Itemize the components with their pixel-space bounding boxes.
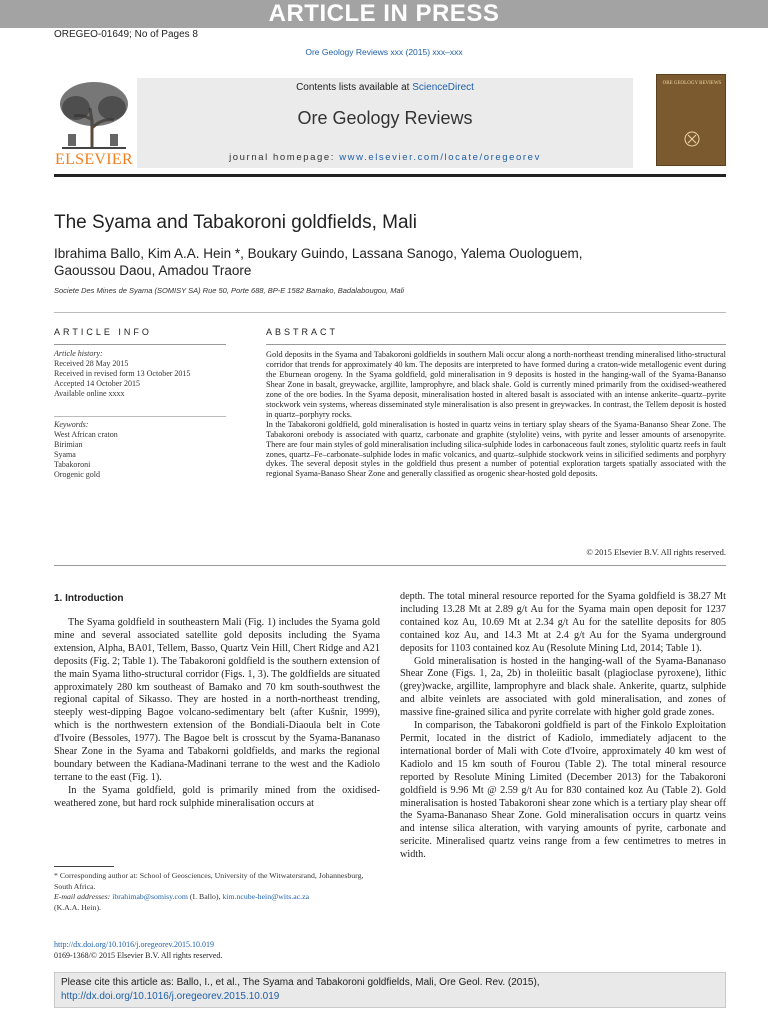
abstract-rule: [266, 344, 726, 345]
issn-line: 0169-1368/© 2015 Elsevier B.V. All rights reserved.: [54, 951, 223, 960]
doi-link[interactable]: http://dx.doi.org/10.1016/j.oregeorev.2015.10.019: [54, 940, 214, 949]
history-item: Received in revised form 13 October 2015: [54, 369, 191, 378]
section-rule: [54, 312, 726, 313]
publisher-name: ELSEVIER: [55, 151, 133, 168]
right-column: [400, 591, 726, 862]
article-in-press-banner: ARTICLE IN PRESS: [0, 0, 768, 28]
author-list: [54, 245, 654, 279]
history-label: Article history:: [54, 349, 103, 358]
footnote-rule: [54, 866, 114, 867]
keyword: West African craton: [54, 430, 118, 439]
intro-paragraph: The Syama goldfield in southeastern Mali (Fig. 1) includes the Syama gold mine and several associated satellite gold deposits including the Syama extension, Alpha, BA01, Tellem, Basso, Quartz Vein Hill, Chert Ridge and A21 deposits (Fig. 2; Table 1). The Tabakoroni goldfield is the southern extension of the main Syama litho-structural corridor (Figs. 1, 3). The goldfields are situated approximately 280 km southeast of Bamako and 70 km south-southwest the regional capital of Sikasso. They are hosted in a north-northeast trending, steeply west-dipping Bagoe volcano-sedimentary belt (after Kušnir, 1999), which is the northwestern extension of the Bondiali-Diaoula belt in Cote d'Ivoire (Bessoles, 1977). The Bagoe belt is crosscut by the Syama-Bananaso Shear Zone in the Syama and Tabakorni goldfields, and marks the regional boundary between the Kadiana-Madinani terrane to the west and the Kadiolo terrane to the east (Fig. 1).: [54, 617, 380, 783]
abstract-paragraph-2: In the Tabakoroni goldfield, gold mineralisation is hosted in quartz veins in tertiary splay shears of the Syama-Bananso Shear Zone. The Tabakoroni orebody is associated with quartz, carbonate and graphite (stylolite) veins, with pyrite and lesser amounts of arsenopyrite. There are four main styles of gold mineralisation including silica-sulphide lodes in carbonaceous fault zones, stylolitic quartz reefs in fault zones, quartz–Fe–carbonate–sulphide lodes in mafic volcanics, and quartz–sulphide stockwork veins in silicified sediments and porphyry dykes. The several deposit styles in the goldfield thus present a number of potential exploration targets spatially associated with the regional Syama-Banaso Shear Zone and generally classified as orogenic shear-hosted gold deposits.: [266, 419, 726, 479]
authors-line-1: Ibrahima Ballo, Kim A.A. Hein *, Boukary Guindo, Lassana Sanogo, Yalema Ouologuem,: [54, 246, 583, 261]
intro-paragraph: In the Syama goldfield, gold is primarily mined from the oxidised-weathered zone, but hard rock sulphide mineralisation occurs at: [54, 784, 380, 809]
cite-this-article-box: Please cite this article as: Ballo, I., et al., The Syama and Tabakoroni goldfields, Mali, Ore Geol. Rev. (2015), http://dx.doi.org/10.1016/j.oregeorev.2015.10.019: [54, 972, 726, 1008]
homepage-link[interactable]: www.elsevier.com/locate/oregeorev: [339, 152, 541, 163]
footnote: [54, 871, 380, 913]
keyword: Birimian: [54, 440, 83, 449]
journal-citation-link[interactable]: Ore Geology Reviews xxx (2015) xxx–xxx: [305, 47, 463, 57]
introduction-heading: 1. Introduction: [54, 593, 124, 604]
keywords-label: Keywords:: [54, 420, 89, 429]
corresponding-author-note: * Corresponding author at: School of Geosciences, University of the Witwatersrand, Johannesburg, South Africa.: [54, 871, 364, 891]
journal-title: Ore Geology Reviews: [297, 108, 473, 128]
cite-doi-link[interactable]: http://dx.doi.org/10.1016/j.oregeorev.2015.10.019: [61, 991, 280, 1002]
journal-homepage: journal homepage: www.elsevier.com/locate/oregeorev: [229, 152, 541, 163]
abstract-paragraph-1: Gold deposits in the Syama and Tabakoroni goldfields in southern Mali occur along a north-northeast trending mineralised litho-structural corridor that trends for approximately 40 km. The deposits are interpreted to have formed during a craton-wide metallogenic event during the Eburnean orogeny. In the Syama goldfield, gold mineralisation in 9 deposits is hosted in the hanging-wall of the Syama-Bananso Shear Zone in basalt, greywacke, argillite, lamprophyre, and black shale. Gold is currently mined primarily from the oxidised-weathered zone of the ore bodies. In the Syama deposit, mineralisation hosted in altered basalt is associated with an intense ankerite–quartz–pyrite stockwork vein systems, whereas disseminated style mineralisation is also present in greywackes. In contrast, the Tellem deposit is hosted in quartz–porphyry rocks.: [266, 350, 726, 419]
keyword: Orogenic gold: [54, 470, 100, 479]
abstract-end-rule: [54, 565, 726, 566]
intro-paragraph: depth. The total mineral resource reported for the Syama goldfield is 38.27 Mt including 13.28 Mt at 2.89 g/t Au for the Syama main open deposit for 1237 contained koz Au, 10.69 Mt at 2.34 g/t Au for the satellite deposits for 805 contained koz Au, and 14.3 Mt at 2.4 g/t Au for the Syama underground deposits for 1103 contained koz Au (Resolute Mining Ltd, 2014; Table 1).: [400, 591, 726, 654]
abstract-heading: ABSTRACT: [266, 327, 339, 337]
journal-header: [137, 78, 633, 168]
history-item: Available online xxxx: [54, 389, 125, 398]
cover-title: ORE GEOLOGY REVIEWS: [662, 81, 722, 86]
email-link-ballo[interactable]: ibrahimab@somisy.com: [112, 892, 188, 901]
keyword: Syama: [54, 450, 76, 459]
abstract-body: [266, 350, 726, 479]
info-rule: [54, 344, 226, 345]
keyword: Tabakoroni: [54, 460, 91, 469]
history-item: Accepted 14 October 2015: [54, 379, 140, 388]
authors-line-2: Gaoussou Daou, Amadou Traore: [54, 263, 252, 278]
doi-block: [54, 939, 222, 961]
intro-paragraph: Gold mineralisation is hosted in the hanging-wall of the Syama-Bananaso Shear Zone (Figs. 1, 2a, 2b) in tholeiitic basalt (plagioclase pyroxene), lithic (grey)wacke, argillite, lamprophyre and black shale. Ankerite, quartz, sulphide and albite veinlets are associated with gold mineralisation, and zones of massive fine-grained silica and pyrite correlate with higher gold grade zones.: [400, 655, 726, 719]
contents-line: Contents lists available at ScienceDirect: [296, 82, 474, 93]
article-info-heading: ARTICLE INFO: [54, 327, 152, 337]
journal-cover-image: [656, 74, 726, 166]
article-history: [54, 349, 229, 399]
manuscript-ref: OREGEO-01649; No of Pages 8: [54, 29, 198, 40]
article-title: The Syama and Tabakoroni goldfields, Mali: [54, 212, 417, 233]
affiliation: Societe Des Mines de Syama (SOMISY SA) Rue 50, Porte 688, BP-E 1582 Bamako, Badalabougou, Mali: [54, 286, 405, 295]
keywords-rule: [54, 416, 226, 417]
header-rule: [54, 174, 726, 177]
cover-emblem-icon: [684, 131, 700, 147]
email-note: E-mail addresses: ibrahimab@somisy.com (I. Ballo), kim.ncube-hein@wits.ac.za (K.A.A. Hein).: [54, 892, 310, 912]
sciencedirect-link[interactable]: ScienceDirect: [412, 82, 474, 93]
intro-paragraph: In comparison, the Tabakoroni goldfield is part of the Finkolo Exploitation Permit, located in the district of Kadiolo, immediately adjacent to the international border of Mali with Cote d'Ivoire, approximately 40 km west of Kadiolo and 15 km south of Fourou (Table 2). The total mineral resource reported by Resolute Mining Limited (December 2013) for the Tabakoroni goldfield is 9.96 Mt @ 2.59 g/t Au for 830 contained koz Au (Table 2). Gold mineralisation is hosted Tabakoroni shear zone which is a tertiary play shear off the Syama-Bananaso Shear Zone. Gold mineralisation occurs in quartz veins and intense silica alteration, with varying amounts of pyrite, carbonate and sericite. Mineralised quartz veins range from a few centimetres to metres in width.: [400, 720, 726, 861]
email-link-hein[interactable]: kim.ncube-hein@wits.ac.za: [222, 892, 310, 901]
history-item: Received 28 May 2015: [54, 359, 129, 368]
keywords: [54, 420, 229, 480]
left-column: [54, 617, 380, 811]
abstract-copyright: © 2015 Elsevier B.V. All rights reserved.: [586, 547, 726, 557]
